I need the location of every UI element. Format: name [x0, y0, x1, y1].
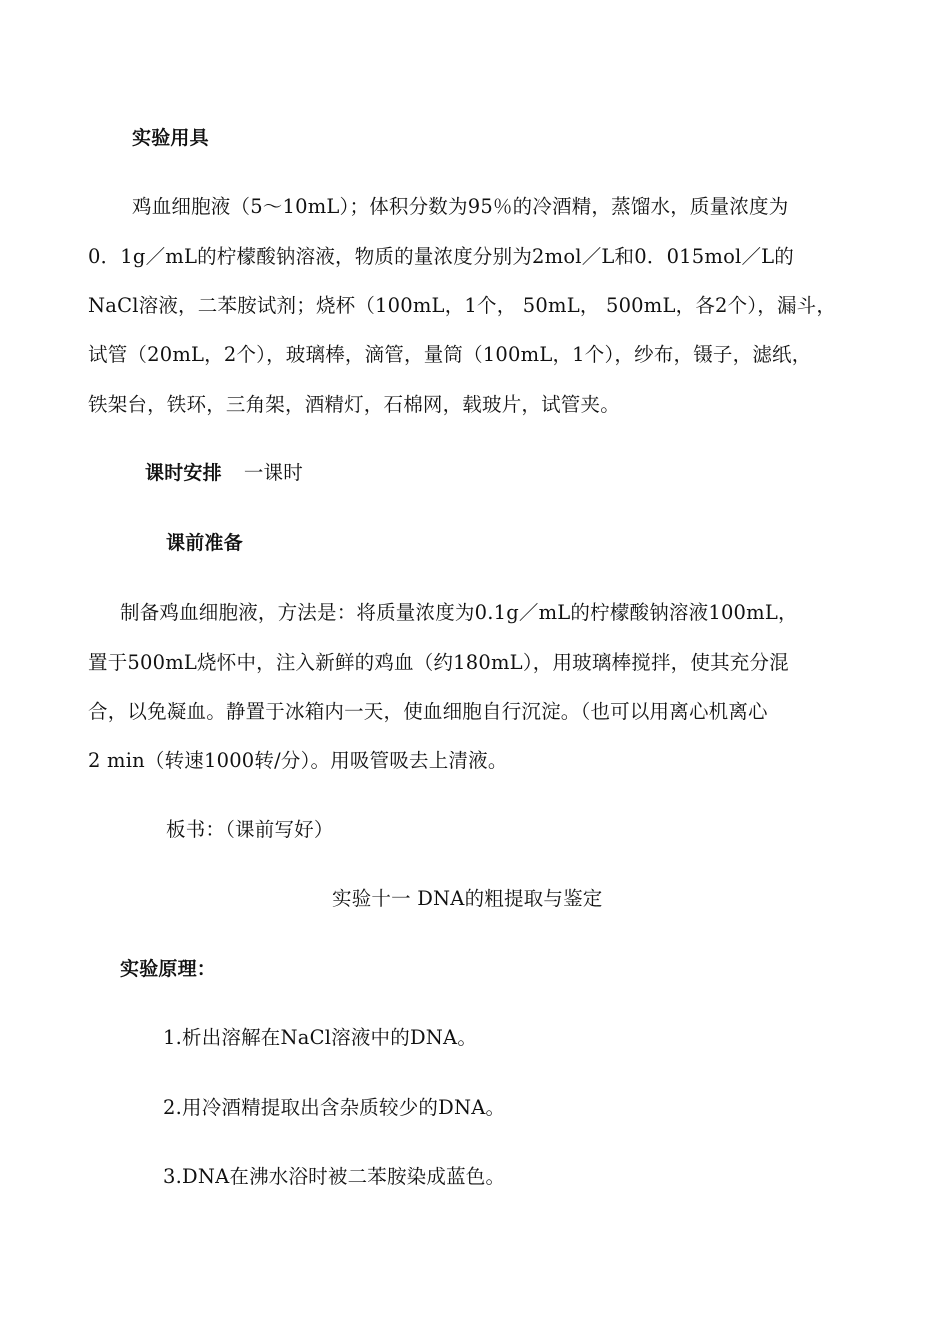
- schedule-row: [145, 458, 303, 488]
- tools-line-2: 0．1g／mL的柠檬酸钠溶液，物质的量浓度分别为2mol／L和0．015mol／L的: [88, 245, 795, 268]
- tools-line-3: NaCl溶液，二苯胺试剂；烧杯（100mL，1个， 50mL， 500mL，各2个），漏斗，: [88, 294, 837, 317]
- tools-line-5: 铁架台，铁环，三角架，酒精灯，石棉网，载玻片，试管夹。: [88, 393, 620, 416]
- principle-item-1: 1.析出溶解在NaCl溶液中的DNA。: [163, 1026, 478, 1049]
- section-heading-principles: 实验原理：: [120, 958, 217, 980]
- tools-line-4: 试管（20mL，2个），玻璃棒，滴管，量筒（100mL，1个），纱布，镊子，滤纸，: [88, 343, 812, 366]
- schedule-value: 一课时: [243, 461, 303, 484]
- tools-line-1: 鸡血细胞液（5～10mL）；体积分数为95％的冷酒精，蒸馏水，质量浓度为: [132, 195, 789, 218]
- principle-item-2: 2.用冷酒精提取出含杂质较少的DNA。: [163, 1096, 506, 1119]
- prep-line-3: 合，以免凝血。静置于冰箱内一天，使血细胞自行沉淀。（也可以用离心机离心: [88, 700, 768, 723]
- schedule-label: 课时安排: [145, 462, 222, 484]
- section-heading-tools: 实验用具: [132, 127, 209, 149]
- principle-item-3: 3.DNA在沸水浴时被二苯胺染成蓝色。: [163, 1165, 506, 1188]
- prep-line-2: 置于500mL烧怀中，注入新鲜的鸡血（约180mL），用玻璃棒搅拌，使其充分混: [88, 651, 789, 674]
- section-heading-prep: 课前准备: [166, 532, 243, 554]
- board-label: 板书：（课前写好）: [166, 818, 334, 841]
- prep-line-4: 2 min（转速1000转/分）。用吸管吸去上清液。: [88, 749, 508, 772]
- board-title: 实验十一 DNA的粗提取与鉴定: [332, 887, 603, 910]
- prep-line-1: 制备鸡血细胞液，方法是：将质量浓度为0.1g／mL的柠檬酸钠溶液100mL，: [120, 601, 798, 624]
